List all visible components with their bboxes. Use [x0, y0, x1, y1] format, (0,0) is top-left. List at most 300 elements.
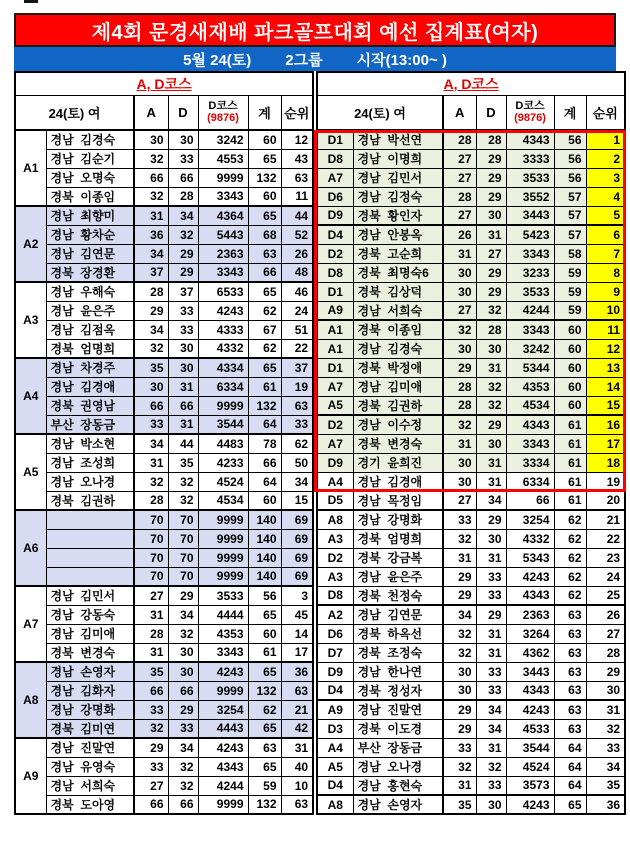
score-a-cell: 30: [443, 282, 476, 301]
player-cell: 경남 박선연: [353, 130, 443, 149]
player-cell: 경남 진말연: [353, 700, 443, 719]
table-row: [317, 567, 625, 586]
player-cell: 경남 진말연: [46, 738, 134, 757]
player-cell: 경남 김경숙: [46, 130, 134, 149]
table-row: [317, 396, 625, 415]
col-header-a: A: [134, 95, 168, 130]
score-d-cell: 32: [476, 396, 506, 415]
rank-cell: 69: [281, 510, 313, 529]
player-cell: 경남 서희숙: [46, 776, 134, 795]
dcourse-cell: 5423: [506, 225, 554, 244]
rank-cell: 24: [281, 301, 313, 320]
score-d-cell: 32: [168, 776, 198, 795]
table-row: [317, 776, 625, 795]
player-cell: 경남 홍현숙: [353, 776, 443, 795]
score-d-cell: 37: [168, 282, 198, 301]
dcourse-cell: 4353: [506, 377, 554, 396]
table-row: [15, 472, 313, 491]
player-cell: 부산 장동금: [46, 415, 134, 434]
total-cell: 65: [248, 282, 281, 301]
total-cell: 64: [554, 776, 586, 795]
score-d-cell: 29: [476, 605, 506, 624]
player-cell: 경북 고순희: [353, 244, 443, 263]
player-cell: 경남 김순기: [46, 149, 134, 168]
score-d-cell: 31: [476, 472, 506, 491]
dcourse-cell: 4243: [506, 795, 554, 814]
total-cell: 63: [554, 624, 586, 643]
rank-cell: 19: [281, 377, 313, 396]
dcourse-cell: 3343: [506, 244, 554, 263]
total-cell: 63: [554, 719, 586, 738]
score-d-cell: 28: [476, 320, 506, 339]
total-cell: 65: [554, 795, 586, 814]
group-label: A6: [15, 510, 46, 586]
rank-cell: 12: [586, 339, 625, 358]
group-label: A2: [15, 206, 46, 282]
dcourse-cell: 3533: [506, 282, 554, 301]
total-cell: 60: [554, 396, 586, 415]
total-cell: 56: [248, 586, 281, 605]
player-cell: 경남 오나경: [46, 472, 134, 491]
group-ref-cell: A5: [317, 757, 353, 776]
score-d-cell: 30: [476, 434, 506, 453]
player-cell: 경남 이수정: [353, 415, 443, 434]
dcourse-cell: 9999: [198, 396, 248, 415]
total-cell: 62: [554, 529, 586, 548]
dcourse-cell: 3343: [198, 263, 248, 282]
table-row: [317, 491, 625, 510]
rank-cell: 5: [586, 206, 625, 225]
rank-cell: 17: [281, 643, 313, 662]
group-ref-cell: A5: [317, 396, 353, 415]
total-cell: 59: [554, 263, 586, 282]
dcourse-line2: (9876): [207, 112, 239, 125]
total-cell: 132: [248, 396, 281, 415]
table-row: [317, 700, 625, 719]
score-d-cell: 29: [476, 282, 506, 301]
group-ref-cell: D4: [317, 225, 353, 244]
table-row: [15, 624, 313, 643]
table-row: [317, 681, 625, 700]
rank-cell: 13: [586, 358, 625, 377]
total-cell: 63: [554, 700, 586, 719]
event-start-time: 시작(13:00~ ): [356, 51, 447, 69]
score-d-cell: 30: [476, 795, 506, 814]
total-cell: 63: [554, 643, 586, 662]
dcourse-cell: 9999: [198, 795, 248, 814]
total-cell: 65: [248, 206, 281, 225]
score-d-cell: 31: [476, 738, 506, 757]
total-cell: 140: [248, 510, 281, 529]
rank-cell: 14: [586, 377, 625, 396]
group-ref-cell: D9: [317, 662, 353, 681]
total-cell: 57: [554, 225, 586, 244]
table-row: [317, 472, 625, 491]
col-header-a: A: [443, 95, 476, 130]
group-score-table-section: [14, 71, 314, 815]
rank-cell: 62: [281, 434, 313, 453]
table-row: [15, 377, 313, 396]
rank-cell: 7: [586, 244, 625, 263]
total-cell: 56: [554, 130, 586, 149]
player-cell: 경남 오나경: [353, 757, 443, 776]
group-ref-cell: A7: [317, 168, 353, 187]
group-ref-cell: A9: [317, 301, 353, 320]
score-a-cell: 66: [134, 681, 168, 700]
rank-cell: 16: [586, 415, 625, 434]
score-a-cell: 32: [134, 472, 168, 491]
dcourse-cell: 3343: [198, 643, 248, 662]
score-d-cell: 32: [168, 491, 198, 510]
score-a-cell: 30: [134, 130, 168, 149]
dcourse-cell: 4332: [506, 529, 554, 548]
rank-cell: 46: [281, 282, 313, 301]
dcourse-line1: D코스: [208, 99, 238, 112]
total-cell: 59: [554, 301, 586, 320]
table-row: [15, 282, 313, 301]
group-ref-cell: A8: [317, 510, 353, 529]
score-a-cell: 28: [134, 624, 168, 643]
table-row: [317, 130, 625, 149]
rank-cell: 22: [281, 339, 313, 358]
score-d-cell: 31: [476, 643, 506, 662]
score-a-cell: 27: [134, 586, 168, 605]
rank-cell: 69: [281, 567, 313, 586]
table-row: [15, 681, 313, 700]
table-row: [317, 339, 625, 358]
player-cell: 경남 오명숙: [46, 168, 134, 187]
score-a-cell: 34: [134, 434, 168, 453]
score-a-cell: 27: [443, 491, 476, 510]
table-row: [15, 738, 313, 757]
player-cell: 경남 김점옥: [46, 320, 134, 339]
rank-cell: 50: [281, 453, 313, 472]
group-ref-cell: A3: [317, 529, 353, 548]
rank-cell: 26: [586, 605, 625, 624]
score-d-cell: 32: [476, 301, 506, 320]
score-d-cell: 66: [168, 396, 198, 415]
player-cell: 경남 조성희: [46, 453, 134, 472]
player-cell: 경북 강금복: [353, 548, 443, 567]
score-a-cell: 28: [443, 377, 476, 396]
dcourse-cell: 4524: [506, 757, 554, 776]
dcourse-cell: 4243: [506, 567, 554, 586]
group-ref-cell: D2: [317, 415, 353, 434]
score-d-cell: 32: [168, 225, 198, 244]
total-cell: 61: [554, 491, 586, 510]
rank-cell: 63: [281, 168, 313, 187]
group-ref-cell: D5: [317, 491, 353, 510]
total-cell: 56: [554, 168, 586, 187]
rank-cell: 31: [586, 700, 625, 719]
score-a-cell: 34: [134, 320, 168, 339]
dcourse-cell: 4343: [198, 757, 248, 776]
player-cell: 경남 윤은주: [46, 301, 134, 320]
score-d-cell: 30: [168, 662, 198, 681]
score-d-cell: 31: [476, 358, 506, 377]
total-cell: 62: [554, 586, 586, 605]
table-row: [317, 282, 625, 301]
group-label: A4: [15, 358, 46, 434]
score-a-cell: 32: [443, 643, 476, 662]
score-a-cell: 29: [134, 738, 168, 757]
score-d-cell: 70: [168, 529, 198, 548]
score-d-cell: 32: [476, 757, 506, 776]
total-cell: 60: [554, 377, 586, 396]
score-a-cell: 33: [443, 510, 476, 529]
group-label: A9: [15, 738, 46, 814]
rank-cell: 69: [281, 529, 313, 548]
rank-cell: 35: [586, 776, 625, 795]
total-cell: 66: [248, 453, 281, 472]
col-header-dcourse: [198, 95, 248, 130]
player-cell: 경남 강동숙: [46, 605, 134, 624]
score-a-cell: 29: [443, 586, 476, 605]
player-cell: 경북 김권하: [46, 491, 134, 510]
score-d-cell: 35: [168, 453, 198, 472]
score-a-cell: 32: [443, 757, 476, 776]
rank-cell: 1: [586, 130, 625, 149]
dcourse-cell: 2363: [506, 605, 554, 624]
player-cell: [46, 510, 134, 529]
score-d-cell: 29: [476, 415, 506, 434]
score-a-cell: 32: [443, 415, 476, 434]
player-cell: 경북 김권하: [353, 396, 443, 415]
score-a-cell: 31: [443, 434, 476, 453]
table-row: [15, 244, 313, 263]
group-ref-cell: D2: [317, 244, 353, 263]
table-row: [317, 187, 625, 206]
group-label: A5: [15, 434, 46, 510]
total-cell: 62: [554, 567, 586, 586]
rank-cell: 43: [281, 149, 313, 168]
table-row: [317, 757, 625, 776]
total-cell: 61: [554, 472, 586, 491]
player-cell: 경남 김경애: [46, 377, 134, 396]
score-d-cell: 66: [168, 681, 198, 700]
dcourse-cell: 4533: [506, 719, 554, 738]
total-cell: 60: [248, 187, 281, 206]
total-cell: 60: [554, 339, 586, 358]
table-row: [317, 434, 625, 453]
table-row: [317, 244, 625, 263]
rank-cell: 42: [281, 719, 313, 738]
score-d-cell: 32: [168, 757, 198, 776]
dcourse-cell: 9999: [198, 681, 248, 700]
col-header-total: 계: [554, 95, 586, 130]
rank-cell: 26: [281, 244, 313, 263]
page-title: 제4회 문경새재배 파크골프대회 예선 집계표(여자): [91, 21, 539, 44]
table-row: [15, 700, 313, 719]
score-d-cell: 30: [168, 130, 198, 149]
player-cell: 경북 김미연: [46, 719, 134, 738]
group-score-table: [14, 71, 314, 815]
table-row: [317, 320, 625, 339]
score-d-cell: 33: [476, 681, 506, 700]
score-d-cell: 31: [476, 548, 506, 567]
group-ref-cell: D6: [317, 624, 353, 643]
score-a-cell: 33: [134, 415, 168, 434]
score-a-cell: 31: [134, 643, 168, 662]
table-row: [15, 586, 313, 605]
rank-cell: 36: [281, 662, 313, 681]
player-cell: 경북 최명숙6: [353, 263, 443, 282]
score-a-cell: 66: [134, 396, 168, 415]
score-a-cell: 70: [134, 529, 168, 548]
dcourse-cell: 66: [506, 491, 554, 510]
table-row: [317, 149, 625, 168]
subtitle-bar: [14, 47, 616, 71]
rank-cell: 20: [586, 491, 625, 510]
dcourse-cell: 3233: [506, 263, 554, 282]
score-d-cell: 33: [168, 301, 198, 320]
group-ref-cell: D4: [317, 681, 353, 700]
score-d-cell: 29: [476, 510, 506, 529]
table-row: [15, 339, 313, 358]
rank-cell: 14: [281, 624, 313, 643]
dcourse-cell: 9999: [198, 567, 248, 586]
player-cell: 경북 정성자: [353, 681, 443, 700]
total-cell: 61: [554, 415, 586, 434]
score-d-cell: 34: [168, 738, 198, 757]
score-a-cell: 30: [443, 453, 476, 472]
rank-cell: 3: [281, 586, 313, 605]
player-cell: 경남 김경애: [353, 472, 443, 491]
total-cell: 59: [248, 776, 281, 795]
total-cell: 60: [248, 491, 281, 510]
table-row: [15, 415, 313, 434]
player-cell: 경북 권영남: [46, 396, 134, 415]
group-ref-cell: A7: [317, 377, 353, 396]
group-ref-cell: A4: [317, 472, 353, 491]
total-cell: 60: [248, 624, 281, 643]
rank-cell: 6: [586, 225, 625, 244]
score-a-cell: 33: [134, 757, 168, 776]
score-a-cell: 34: [134, 244, 168, 263]
score-d-cell: 70: [168, 510, 198, 529]
player-cell: 경남 서희숙: [353, 301, 443, 320]
dcourse-cell: 4343: [506, 415, 554, 434]
score-a-cell: 35: [134, 662, 168, 681]
score-a-cell: 32: [134, 719, 168, 738]
player-cell: 경북 이도경: [353, 719, 443, 738]
player-cell: 경남 김민서: [353, 168, 443, 187]
score-a-cell: 28: [443, 130, 476, 149]
table-row: [15, 301, 313, 320]
score-d-cell: 34: [476, 491, 506, 510]
group-ref-cell: D1: [317, 130, 353, 149]
total-cell: 60: [554, 320, 586, 339]
dcourse-cell: 9999: [198, 168, 248, 187]
score-d-cell: 33: [168, 320, 198, 339]
table-row: [317, 358, 625, 377]
player-cell: 경북 천정숙: [353, 586, 443, 605]
title-bar: [14, 13, 616, 47]
table-row: [317, 662, 625, 681]
dcourse-cell: 4362: [506, 643, 554, 662]
dcourse-line1: D코스: [515, 99, 545, 112]
rank-cell: 33: [586, 738, 625, 757]
dcourse-cell: 4534: [506, 396, 554, 415]
rank-cell: 29: [586, 662, 625, 681]
total-cell: 140: [248, 548, 281, 567]
group-label: A8: [15, 662, 46, 738]
dcourse-cell: 4343: [506, 130, 554, 149]
rank-cell: 69: [281, 548, 313, 567]
table-row: [15, 130, 313, 149]
score-a-cell: 29: [443, 358, 476, 377]
table-row: [15, 795, 313, 814]
group-ref-cell: A1: [317, 320, 353, 339]
dcourse-cell: 6334: [198, 377, 248, 396]
dcourse-cell: 4364: [198, 206, 248, 225]
score-d-cell: 28: [168, 187, 198, 206]
score-a-cell: 32: [134, 149, 168, 168]
dcourse-cell: 6533: [198, 282, 248, 301]
score-a-cell: 27: [443, 149, 476, 168]
rank-cell: 10: [586, 301, 625, 320]
screen-artifact: [24, 0, 38, 3]
dcourse-cell: 4444: [198, 605, 248, 624]
score-a-cell: 31: [443, 244, 476, 263]
player-cell: 경남 차경주: [46, 358, 134, 377]
group-ref-cell: A2: [317, 605, 353, 624]
total-cell: 57: [554, 187, 586, 206]
table-row: [317, 738, 625, 757]
group-ref-cell: D3: [317, 719, 353, 738]
total-cell: 62: [554, 510, 586, 529]
group-ref-cell: D2: [317, 548, 353, 567]
group-ref-cell: A1: [317, 339, 353, 358]
player-cell: 경북 이종임: [46, 187, 134, 206]
score-d-cell: 31: [476, 624, 506, 643]
table-row: [317, 453, 625, 472]
table-row: [317, 510, 625, 529]
group-ref-cell: A9: [317, 700, 353, 719]
score-a-cell: 29: [134, 301, 168, 320]
rank-cell: 51: [281, 320, 313, 339]
rank-cell: 9: [586, 282, 625, 301]
score-a-cell: 30: [443, 263, 476, 282]
score-a-cell: 36: [134, 225, 168, 244]
score-d-cell: 29: [476, 149, 506, 168]
score-a-cell: 35: [443, 795, 476, 814]
player-cell: [46, 548, 134, 567]
table-row: [15, 662, 313, 681]
total-cell: 65: [248, 719, 281, 738]
rank-cell: 33: [281, 415, 313, 434]
col-header-rank: 순위: [281, 95, 313, 130]
course-header-right: [317, 72, 625, 95]
total-cell: 132: [248, 168, 281, 187]
table-row: [15, 453, 313, 472]
player-cell: 경기 윤희진: [353, 453, 443, 472]
player-cell: 경남 손영자: [353, 795, 443, 814]
table-row: [15, 434, 313, 453]
player-cell: 경북 엄명희: [353, 529, 443, 548]
score-d-cell: 30: [476, 206, 506, 225]
score-d-cell: 29: [476, 168, 506, 187]
score-a-cell: 31: [134, 206, 168, 225]
score-d-cell: 29: [168, 263, 198, 282]
player-cell: 경북 김상덕: [353, 282, 443, 301]
dcourse-cell: 4483: [198, 434, 248, 453]
dcourse-cell: 3242: [198, 130, 248, 149]
score-d-cell: 31: [168, 415, 198, 434]
dcourse-cell: 4244: [198, 776, 248, 795]
score-a-cell: 30: [443, 339, 476, 358]
total-cell: 64: [554, 738, 586, 757]
